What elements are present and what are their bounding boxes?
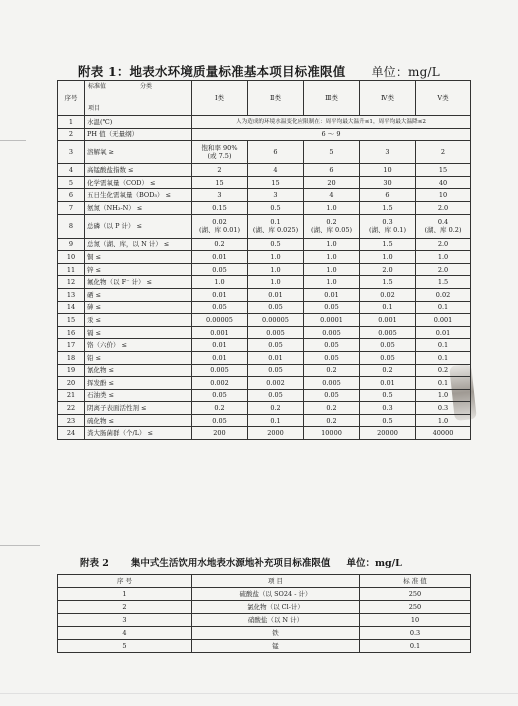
row-number: 20	[58, 377, 85, 390]
row-number: 15	[58, 314, 85, 327]
row-item-name: 锌 ≤	[85, 263, 192, 276]
table1-header-row	[58, 81, 471, 116]
table2-unit: 单位：mg/L	[346, 558, 402, 569]
table-row	[58, 301, 471, 314]
table-row	[58, 339, 471, 352]
class-4-value: 0.001	[360, 314, 416, 327]
t2-item: 锰	[192, 640, 360, 653]
class-5-value: 1.0	[416, 414, 471, 427]
t2-item: 铁	[192, 627, 360, 640]
class-1-value: 0.02 (湖、库 0.01)	[192, 214, 248, 238]
table-row	[58, 389, 471, 402]
class-2-value: 0.00005	[248, 314, 304, 327]
class-2-value: 0.002	[248, 377, 304, 390]
header-class-2: Ⅱ类	[248, 81, 304, 116]
class-1-value: 0.01	[192, 251, 248, 264]
class-5-value: 0.1	[416, 339, 471, 352]
class-5-value: 0.1	[416, 377, 471, 390]
class-1-value: 0.005	[192, 364, 248, 377]
class-1-value: 0.01	[192, 351, 248, 364]
class-1-value: 15	[192, 176, 248, 189]
class-3-value: 0.05	[304, 389, 360, 402]
t2-value: 10	[360, 614, 471, 627]
class-4-value: 20000	[360, 427, 416, 440]
class-2-value: 0.05	[248, 301, 304, 314]
class-4-value: 0.05	[360, 351, 416, 364]
class-5-value: 0.4 (湖、库 0.2)	[416, 214, 471, 238]
class-1-value: 0.05	[192, 263, 248, 276]
class-2-value: 6	[248, 141, 304, 164]
class-4-value: 0.01	[360, 377, 416, 390]
t2-seq: 5	[58, 640, 192, 653]
class-4-value: 0.5	[360, 389, 416, 402]
row-item-name: 铜 ≤	[85, 251, 192, 264]
table-row	[58, 427, 471, 440]
class-5-value: 0.01	[416, 326, 471, 339]
row-item-name: 氰化物 ≤	[85, 364, 192, 377]
row-number: 13	[58, 288, 85, 301]
row-number: 19	[58, 364, 85, 377]
class-3-value: 0.0001	[304, 314, 360, 327]
table1-title-text: 附表 1：地表水环境质量标准基本项目标准限值	[78, 64, 346, 79]
row-item-name: 铬（六价） ≤	[85, 339, 192, 352]
scan-mark	[0, 545, 40, 546]
class-4-value: 3	[360, 141, 416, 164]
header-class-5: Ⅴ类	[416, 81, 471, 116]
class-1-value: 0.01	[192, 288, 248, 301]
row-merged-value: 人为造成的环境水温变化应限制在：周平均最大温升≤1，周平均最大温降≤2	[192, 116, 471, 129]
class-5-value: 0.02	[416, 288, 471, 301]
row-item-name: 化学需氧量（COD） ≤	[85, 176, 192, 189]
row-item-name: 高锰酸盐指数 ≤	[85, 164, 192, 177]
t2-seq: 1	[58, 588, 192, 601]
row-item-name: 砷 ≤	[85, 301, 192, 314]
class-4-value: 6	[360, 189, 416, 202]
class-2-value: 1.0	[248, 263, 304, 276]
class-4-value: 30	[360, 176, 416, 189]
class-3-value: 1.0	[304, 201, 360, 214]
table-row	[58, 164, 471, 177]
t2-value: 250	[360, 588, 471, 601]
header-std-value: 标准值	[88, 83, 107, 90]
table-row	[58, 402, 471, 415]
header-class-4: Ⅳ类	[360, 81, 416, 116]
header-item: 项目	[88, 105, 101, 112]
class-4-value: 10	[360, 164, 416, 177]
header-category: 分类	[140, 83, 153, 90]
header-class-1: Ⅰ类	[192, 81, 248, 116]
class-2-value: 0.01	[248, 288, 304, 301]
row-number: 6	[58, 189, 85, 202]
t2-item: 硫酸盐（以 SO24 - 计）	[192, 588, 360, 601]
class-3-value: 0.2	[304, 364, 360, 377]
class-3-value: 1.0	[304, 263, 360, 276]
class-5-value: 0.001	[416, 314, 471, 327]
row-item-name: 氟化物（以 F⁻ 计） ≤	[85, 276, 192, 289]
class-5-value: 0.3	[416, 402, 471, 415]
row-item-name: 溶解氧 ≥	[85, 141, 192, 164]
row-item-name: 粪大肠菌群（个/L） ≤	[85, 427, 192, 440]
row-item-name: 总磷（以 P 计） ≤	[85, 214, 192, 238]
class-2-value: 0.1 (湖、库 0.025)	[248, 214, 304, 238]
row-number: 22	[58, 402, 85, 415]
t2-seq: 4	[58, 627, 192, 640]
table-row	[58, 364, 471, 377]
class-5-value: 2	[416, 141, 471, 164]
row-number: 5	[58, 176, 85, 189]
table-row	[58, 251, 471, 264]
t2-value: 250	[360, 601, 471, 614]
table-row	[58, 414, 471, 427]
row-number: 16	[58, 326, 85, 339]
class-1-value: 0.002	[192, 377, 248, 390]
row-item-name: 铅 ≤	[85, 351, 192, 364]
class-1-value: 1.0	[192, 276, 248, 289]
table-row	[58, 314, 471, 327]
table1-body	[58, 81, 471, 440]
class-1-value: 0.2	[192, 402, 248, 415]
table-row	[58, 588, 471, 601]
row-number: 1	[58, 116, 85, 129]
row-item-name: 五日生化需氧量（BOD₅） ≤	[85, 189, 192, 202]
class-1-value: 0.05	[192, 301, 248, 314]
class-1-value: 0.00005	[192, 314, 248, 327]
class-5-value: 10	[416, 189, 471, 202]
row-number: 2	[58, 128, 85, 141]
class-5-value: 1.0	[416, 251, 471, 264]
table-row	[58, 601, 471, 614]
table-row	[58, 214, 471, 238]
class-1-value: 0.05	[192, 389, 248, 402]
table-row	[58, 326, 471, 339]
class-2-value: 1.0	[248, 276, 304, 289]
row-number: 24	[58, 427, 85, 440]
class-5-value: 1.5	[416, 276, 471, 289]
class-4-value: 0.005	[360, 326, 416, 339]
class-3-value: 0.05	[304, 351, 360, 364]
surface-water-standards-table	[57, 80, 471, 440]
class-5-value: 0.1	[416, 301, 471, 314]
class-2-value: 0.05	[248, 364, 304, 377]
row-number: 14	[58, 301, 85, 314]
class-1-value: 饱和率 90% (或 7.5)	[192, 141, 248, 164]
class-1-value: 0.01	[192, 339, 248, 352]
table-row	[58, 141, 471, 164]
row-number: 8	[58, 214, 85, 238]
row-item-name: 镉 ≤	[85, 326, 192, 339]
table-row	[58, 627, 471, 640]
t2-value: 0.1	[360, 640, 471, 653]
class-4-value: 1.0	[360, 251, 416, 264]
class-3-value: 0.2 (湖、库 0.05)	[304, 214, 360, 238]
class-1-value: 0.15	[192, 201, 248, 214]
row-number: 10	[58, 251, 85, 264]
t2-header-value: 标 准 值	[360, 575, 471, 588]
class-3-value: 5	[304, 141, 360, 164]
scan-mark	[0, 693, 518, 694]
class-1-value: 0.05	[192, 414, 248, 427]
class-3-value: 6	[304, 164, 360, 177]
class-2-value: 3	[248, 189, 304, 202]
table2-title	[80, 555, 460, 569]
header-seq: 序号	[58, 81, 85, 116]
class-1-value: 2	[192, 164, 248, 177]
class-3-value: 4	[304, 189, 360, 202]
row-item-name: 石油类 ≤	[85, 389, 192, 402]
class-5-value: 0.2	[416, 364, 471, 377]
class-4-value: 0.5	[360, 414, 416, 427]
t2-item: 硝酸盐（以 N 计）	[192, 614, 360, 627]
row-number: 21	[58, 389, 85, 402]
row-number: 9	[58, 238, 85, 251]
table-row	[58, 377, 471, 390]
table1-unit: 单位：mg/L	[371, 65, 440, 79]
drinking-water-supplementary-table	[57, 574, 471, 653]
class-2-value: 0.5	[248, 201, 304, 214]
class-5-value: 0.1	[416, 351, 471, 364]
row-number: 18	[58, 351, 85, 364]
class-1-value: 200	[192, 427, 248, 440]
row-item-name: 氨氮（NH₃-N） ≤	[85, 201, 192, 214]
class-1-value: 0.001	[192, 326, 248, 339]
row-number: 12	[58, 276, 85, 289]
class-3-value: 1.0	[304, 251, 360, 264]
t2-seq: 3	[58, 614, 192, 627]
row-number: 3	[58, 141, 85, 164]
class-2-value: 0.005	[248, 326, 304, 339]
class-3-value: 0.005	[304, 326, 360, 339]
class-5-value: 15	[416, 164, 471, 177]
row-number: 7	[58, 201, 85, 214]
table2-body	[58, 575, 471, 653]
table1-title	[78, 62, 458, 80]
class-4-value: 0.3 (湖、库 0.1)	[360, 214, 416, 238]
table-row	[58, 614, 471, 627]
class-4-value: 0.2	[360, 364, 416, 377]
class-4-value: 1.5	[360, 238, 416, 251]
t2-header-seq: 序 号	[58, 575, 192, 588]
table-row	[58, 263, 471, 276]
t2-value: 0.3	[360, 627, 471, 640]
class-2-value: 4	[248, 164, 304, 177]
class-2-value: 0.2	[248, 402, 304, 415]
row-number: 17	[58, 339, 85, 352]
class-3-value: 10000	[304, 427, 360, 440]
table2-header-row	[58, 575, 471, 588]
row-item-name: 水温(℃)	[85, 116, 192, 129]
row-number: 11	[58, 263, 85, 276]
scan-mark	[0, 140, 26, 141]
table-row	[58, 640, 471, 653]
table-row	[58, 288, 471, 301]
header-diagonal-cell	[85, 81, 192, 116]
table-row	[58, 116, 471, 129]
class-5-value: 40	[416, 176, 471, 189]
class-3-value: 1.0	[304, 238, 360, 251]
row-number: 4	[58, 164, 85, 177]
row-item-name: 硒 ≤	[85, 288, 192, 301]
row-item-name: 挥发酚 ≤	[85, 377, 192, 390]
row-number: 23	[58, 414, 85, 427]
class-3-value: 0.01	[304, 288, 360, 301]
row-item-name: 阴离子表面活性剂 ≤	[85, 402, 192, 415]
class-3-value: 0.05	[304, 339, 360, 352]
t2-item: 氯化物（以 Cl-计）	[192, 601, 360, 614]
class-4-value: 2.0	[360, 263, 416, 276]
class-4-value: 0.02	[360, 288, 416, 301]
class-4-value: 1.5	[360, 276, 416, 289]
table-row	[58, 176, 471, 189]
class-2-value: 0.05	[248, 389, 304, 402]
class-5-value: 2.0	[416, 201, 471, 214]
class-3-value: 20	[304, 176, 360, 189]
class-2-value: 1.0	[248, 251, 304, 264]
row-item-name: 总氮（湖、库，以 N 计） ≤	[85, 238, 192, 251]
table-row	[58, 128, 471, 141]
table-row	[58, 201, 471, 214]
table2-title-text: 集中式生活饮用水地表水源地补充项目标准限值	[130, 558, 331, 569]
class-1-value: 3	[192, 189, 248, 202]
class-3-value: 0.005	[304, 377, 360, 390]
class-4-value: 0.05	[360, 339, 416, 352]
table-row	[58, 351, 471, 364]
class-5-value: 40000	[416, 427, 471, 440]
class-2-value: 2000	[248, 427, 304, 440]
row-item-name: 硫化物 ≤	[85, 414, 192, 427]
class-3-value: 0.2	[304, 402, 360, 415]
class-1-value: 0.2	[192, 238, 248, 251]
class-2-value: 0.1	[248, 414, 304, 427]
class-2-value: 0.01	[248, 351, 304, 364]
class-4-value: 1.5	[360, 201, 416, 214]
class-5-value: 2.0	[416, 263, 471, 276]
class-3-value: 0.2	[304, 414, 360, 427]
table-row	[58, 276, 471, 289]
class-3-value: 0.05	[304, 301, 360, 314]
class-4-value: 0.1	[360, 301, 416, 314]
class-2-value: 0.5	[248, 238, 304, 251]
table-row	[58, 189, 471, 202]
t2-header-item: 项 目	[192, 575, 360, 588]
class-2-value: 0.05	[248, 339, 304, 352]
class-2-value: 15	[248, 176, 304, 189]
class-4-value: 0.3	[360, 402, 416, 415]
class-5-value: 1.0	[416, 389, 471, 402]
row-item-name: PH 值（无量纲）	[85, 128, 192, 141]
class-3-value: 1.0	[304, 276, 360, 289]
row-merged-value: 6 ～ 9	[192, 128, 471, 141]
header-class-3: Ⅲ类	[304, 81, 360, 116]
row-item-name: 汞 ≤	[85, 314, 192, 327]
class-5-value: 2.0	[416, 238, 471, 251]
t2-seq: 2	[58, 601, 192, 614]
table2-label: 附表 2	[80, 558, 109, 569]
table-row	[58, 238, 471, 251]
